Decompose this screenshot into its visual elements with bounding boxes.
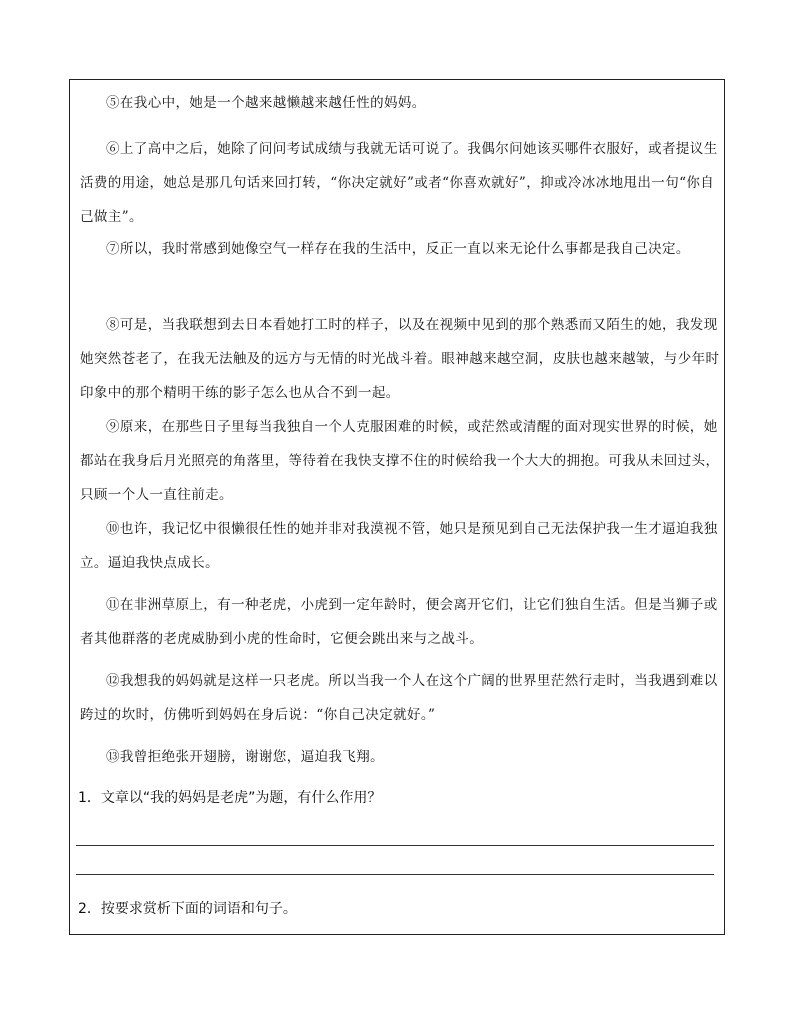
paragraph-6: ⑥上了高中之后，她除了问问考试成绩与我就无话可说了。我偶尔问她该买哪件衣服好，或者提议生活费的用途，她总是那几句话来回打转，“你决定就好”或者“你喜欢就好”，抑或冷冰冰地甩出一句“你自己做主”。: [80, 141, 718, 225]
paragraph-12: ⑫我想我的妈妈就是这样一只老虎。所以当我一个人在这个广阔的世界里茫然行走时，当我遇到难以跨过的坎时，仿佛听到妈妈在身后说：“你自己决定就好。”: [80, 673, 718, 723]
paragraph-11: ⑪在非洲草原上，有一种老虎，小虎到一定年龄时，便会离开它们，让它们独自生活。但是当狮子或者其他群落的老虎威胁到小虎的性命时，它便会跳出来与之战斗。: [80, 597, 718, 647]
question-2: 2．按要求赏析下面的词语和句子。: [78, 901, 297, 917]
paragraph-8: ⑧可是，当我联想到去日本看她打工时的样子，以及在视频中见到的那个熟悉而又陌生的她，我发现她突然苍老了，在我无法触及的远方与无情的时光战斗着。眼神越来越空洞，皮肤也越来越皱，与少年时印象中的那个精明干练的影子怎么也从合不到一起。: [80, 317, 720, 401]
paragraph-10: ⑩也许，我记忆中很懒很任性的她并非对我漠视不管，她只是预见到自己无法保护我一生才逼迫我独立。逼迫我快点成长。: [80, 521, 718, 571]
answer-line[interactable]: [76, 845, 714, 846]
paragraph-13: ⑬我曾拒绝张开翅膀，谢谢您，逼迫我飞翔。: [106, 749, 384, 765]
paragraph-5: ⑤在我心中，她是一个越来越懒越来越任性的妈妈。: [106, 95, 426, 111]
paragraph-7: ⑦所以，我时常感到她像空气一样存在我的生活中，反正一直以来无论什么事都是我自己决定。: [106, 241, 690, 257]
answer-line[interactable]: [76, 874, 714, 875]
paragraph-9: ⑨原来，在那些日子里每当我独自一个人克服困难的时候，或茫然或清醒的面对现实世界的时候，她都站在我身后月光照亮的角落里，等待着在我快支撑不住的时候给我一个大大的拥抱。可我从未回过头，只顾一个人一直往前走。: [80, 419, 720, 503]
question-1: 1．文章以“我的妈妈是老虎”为题，有什么作用？: [78, 790, 382, 806]
